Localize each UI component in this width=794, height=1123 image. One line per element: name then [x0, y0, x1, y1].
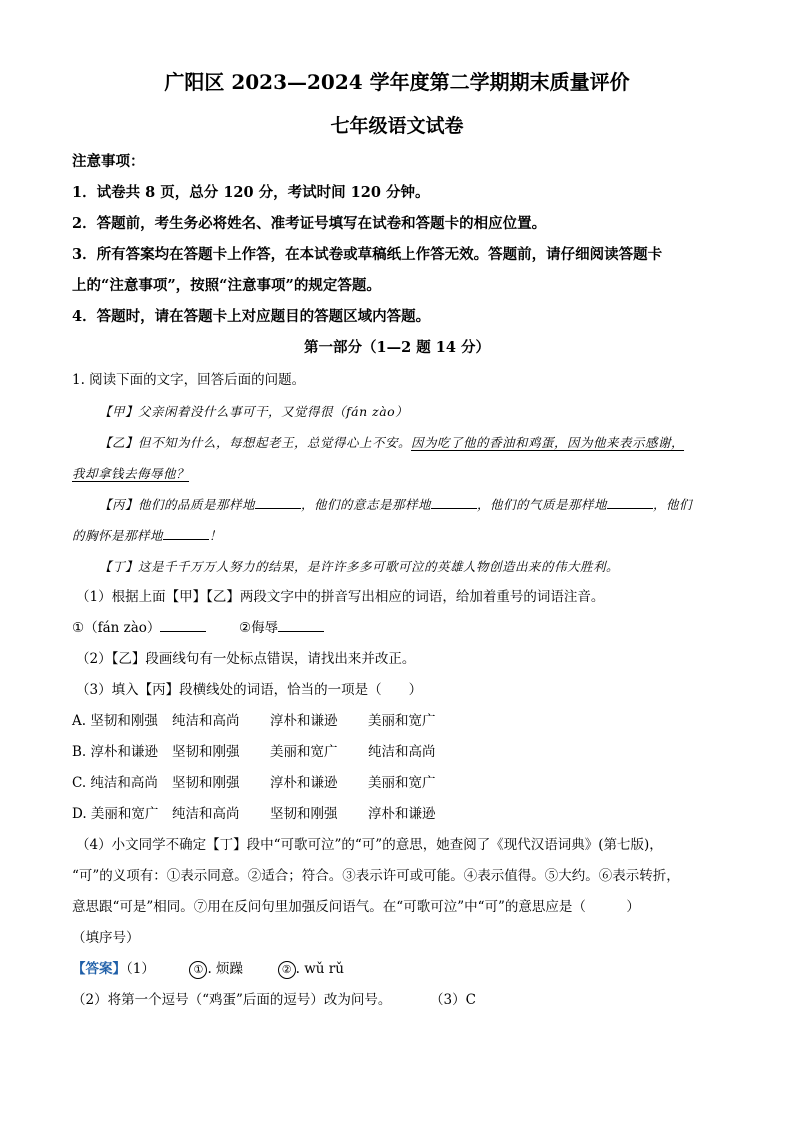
answer-blank[interactable] — [160, 617, 206, 632]
underlined-sentence: 因为吃了他的香油和鸡蛋，因为他来表示感谢， — [411, 435, 685, 450]
answer-number: （1） — [126, 961, 155, 977]
passage-bing-text: ，他们 — [653, 497, 693, 512]
fill-blank[interactable] — [163, 525, 209, 540]
answer-value: . wǔ rǔ — [295, 961, 344, 977]
exam-title: 广阳区 2023—2024 学年度第二学期期末质量评价 — [164, 70, 630, 94]
passage-jia: 【甲】父亲闲着没什么事可干，又觉得很（fán zào） — [99, 404, 409, 419]
notes-item: 2．答题前，考生务必将姓名、准考证号填写在试卷和答题卡的相应位置。 — [72, 215, 547, 232]
notes-item: 上的“注意事项”，按照“注意事项”的规定答题。 — [72, 277, 381, 294]
option-row-b[interactable]: B. 淳朴和谦逊 坚韧和刚强 美丽和宽广 纯洁和高尚 — [72, 744, 436, 760]
passage-yi-text: 【乙】但不知为什么，每想起老王，总觉得心上不安。 — [99, 435, 412, 450]
answer-tag: 【答案】 — [72, 961, 126, 977]
answer-line-1 — [72, 954, 728, 985]
fill-blank[interactable] — [255, 494, 301, 509]
part-heading: 第一部分（1—2 题 14 分） — [304, 339, 490, 356]
passage-bing-cont — [72, 520, 728, 551]
passage-bing-text: 【丙】他们的品质是那样地 — [99, 497, 256, 512]
answer-2: （2）将第一个逗号（“鸡蛋”后面的逗号）改为问号。 — [72, 992, 392, 1008]
sub-question-3: （3）填入【丙】段横线处的词语，恰当的一项是（ ） — [76, 682, 423, 698]
passage-yi-cont — [72, 458, 728, 489]
passage-ding: 【丁】这是千千万万人努力的结果，是许许多多可歌可泣的英雄人物创造出来的伟大胜利。 — [99, 559, 620, 574]
blank-label: ①（fán zào） — [72, 620, 161, 636]
answer-value: . 烦躁 — [207, 961, 244, 977]
question-1 — [72, 365, 728, 1016]
sub-question-1-blanks — [72, 613, 728, 644]
notes-heading: 注意事项： — [72, 153, 145, 170]
notes-item: 3．所有答案均在答题卡上作答，在本试卷或草稿纸上作答无效。答题前，请仔细阅读答题卡 — [72, 246, 663, 263]
exam-subtitle: 七年级语文试卷 — [330, 115, 464, 137]
sub-question-4-cont: “可”的义项有：①表示同意。②适合；符合。③表示许可或可能。④表示值得。⑤大约。⑥表示转折， — [72, 868, 680, 884]
answer-3: （3）C — [430, 992, 476, 1008]
answer-blank[interactable] — [278, 617, 324, 632]
passage-bing-text: ！ — [209, 528, 223, 543]
circle-number-2: ② — [278, 961, 296, 979]
sub-question-4-cont: （填序号） — [72, 930, 140, 946]
notes-item: 1．试卷共 8 页，总分 120 分，考试时间 120 分钟。 — [72, 184, 430, 201]
circle-number-1: ① — [189, 961, 207, 979]
option-row-d[interactable]: D. 美丽和宽广 纯洁和高尚 坚韧和刚强 淳朴和谦逊 — [72, 806, 436, 822]
fill-blank[interactable] — [607, 494, 653, 509]
notes-item: 4．答题时，请在答题卡上对应题目的答题区域内答题。 — [72, 308, 431, 325]
sub-question-4: （4）小文同学不确定【丁】段中“可歌可泣”的“可”的意思，她查阅了《现代汉语词典》(第七版)， — [76, 837, 663, 853]
option-row-c[interactable]: C. 纯洁和高尚 坚韧和刚强 淳朴和谦逊 美丽和宽广 — [72, 775, 436, 791]
answer-line-2 — [72, 985, 728, 1016]
option-row-a[interactable]: A. 坚韧和刚强 纯洁和高尚 淳朴和谦逊 美丽和宽广 — [72, 713, 436, 729]
fill-blank[interactable] — [431, 494, 477, 509]
passage-bing — [72, 489, 728, 520]
sub-question-1: （1）根据上面【甲】【乙】两段文字中的拼音写出相应的词语，给加着重号的词语注音。 — [76, 589, 605, 605]
passage-yi — [72, 427, 728, 458]
underlined-sentence-cont: 我却拿钱去侮辱他？ — [72, 466, 190, 481]
question-stem: 1. 阅读下面的文字，回答后面的问题。 — [72, 372, 306, 388]
passage-bing-text: 的胸怀是那样地 — [72, 528, 164, 543]
sub-question-4-cont: 意思跟“可是”相同。⑦用在反问句里加强反问语气。在“可歌可泣”中“可”的意思应是（ ） — [72, 899, 640, 915]
sub-question-2: （2）【乙】段画线句有一处标点错误，请找出来并改正。 — [76, 651, 416, 667]
passage-bing-text: ，他们的意志是那样地 — [301, 497, 432, 512]
passage-bing-text: ，他们的气质是那样地 — [477, 497, 608, 512]
notes-section — [72, 146, 728, 332]
blank-label: ②侮辱 — [239, 620, 279, 636]
